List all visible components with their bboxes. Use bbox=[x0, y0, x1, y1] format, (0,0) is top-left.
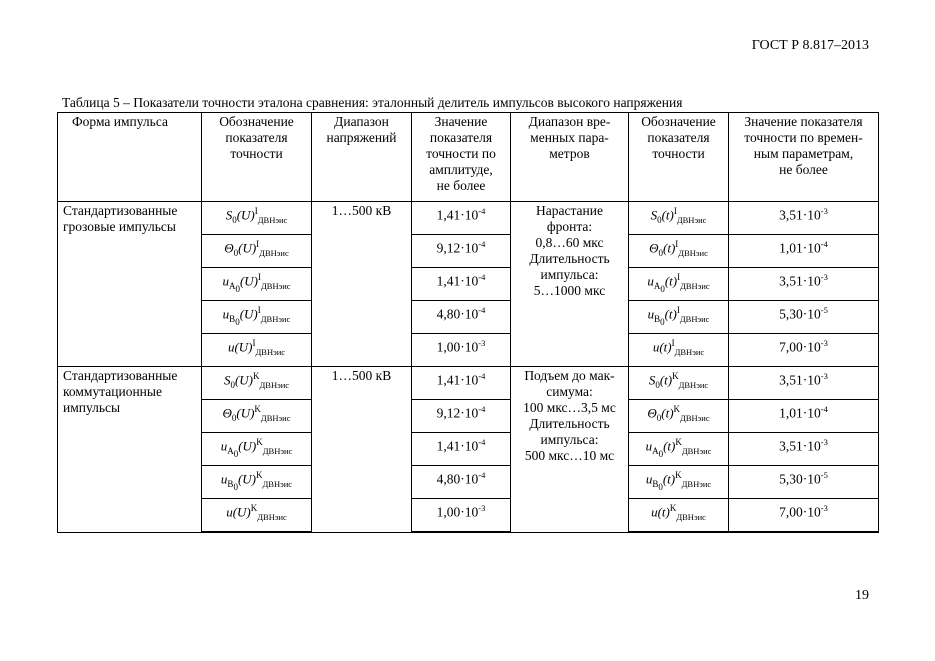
indicator-value: $1,01\cdot 10^{-4}$ bbox=[729, 400, 879, 433]
indicator-symbol: $u(t)^K_{ДВНэис}$ bbox=[629, 499, 729, 533]
indicator-symbol: $S_0(U)^I_{ДВНэис}$ bbox=[202, 202, 312, 235]
column-header: Обозначение показателя точности bbox=[202, 113, 312, 202]
table-header-row bbox=[58, 113, 879, 202]
indicator-symbol: $\Theta_0(t)^I_{ДВНэис}$ bbox=[629, 235, 729, 268]
indicator-value: $5,30\cdot 10^{-5}$ bbox=[729, 301, 879, 334]
indicator-value: $3,51\cdot 10^{-3}$ bbox=[729, 367, 879, 400]
indicator-value: $1,00\cdot 10^{-3}$ bbox=[412, 499, 511, 533]
indicator-value: $1,41\cdot 10^{-4}$ bbox=[412, 433, 511, 466]
column-header: Обозначение показателя точности bbox=[629, 113, 729, 202]
time-range: Подъем до мак- симума: 100 мкс…3,5 мс Длительность импульса: 500 мкс…10 мс bbox=[511, 367, 629, 533]
column-header: Диапазон вре- менных пара- метров bbox=[511, 113, 629, 202]
voltage-range: 1…500 кВ bbox=[312, 202, 412, 367]
indicator-value: $3,51\cdot 10^{-3}$ bbox=[729, 268, 879, 301]
indicator-value: $1,01\cdot 10^{-4}$ bbox=[729, 235, 879, 268]
indicator-value: $7,00\cdot 10^{-3}$ bbox=[729, 499, 879, 533]
indicator-value: $5,30\cdot 10^{-5}$ bbox=[729, 466, 879, 499]
voltage-range: 1…500 кВ bbox=[312, 367, 412, 533]
indicator-value: $9,12\cdot 10^{-4}$ bbox=[412, 235, 511, 268]
table-row bbox=[58, 367, 879, 400]
time-range: Нарастание фронта: 0,8…60 мкс Длительность импульса: 5…1000 мкс bbox=[511, 202, 629, 367]
indicator-value: $1,41\cdot 10^{-4}$ bbox=[412, 367, 511, 400]
indicator-symbol: $S_0(t)^K_{ДВНэис}$ bbox=[629, 367, 729, 400]
table-row bbox=[58, 202, 879, 235]
indicator-value: $3,51\cdot 10^{-3}$ bbox=[729, 433, 879, 466]
column-header: Значение показателя точности по амплитуде, не более bbox=[412, 113, 511, 202]
column-header: Форма импульса bbox=[58, 113, 202, 202]
indicator-value: $4,80\cdot 10^{-4}$ bbox=[412, 466, 511, 499]
indicator-value: $9,12\cdot 10^{-4}$ bbox=[412, 400, 511, 433]
indicator-symbol: $u_{A_0}(U)^I_{ДВНэис}$ bbox=[202, 268, 312, 301]
indicator-symbol: $u_{B_0}(U)^I_{ДВНэис}$ bbox=[202, 301, 312, 334]
indicator-symbol: $u(t)^I_{ДВНэис}$ bbox=[629, 334, 729, 367]
indicator-symbol: $\Theta_0(t)^K_{ДВНэис}$ bbox=[629, 400, 729, 433]
column-header: Диапазон напряжений bbox=[312, 113, 412, 202]
indicator-symbol: $\Theta_0(U)^K_{ДВНэис}$ bbox=[202, 400, 312, 433]
indicator-symbol: $u(U)^K_{ДВНэис}$ bbox=[202, 499, 312, 533]
indicator-symbol: $u_{A_0}(t)^I_{ДВНэис}$ bbox=[629, 268, 729, 301]
indicator-symbol: $u_{A_0}(t)^K_{ДВНэис}$ bbox=[629, 433, 729, 466]
indicator-symbol: $u_{B_0}(t)^K_{ДВНэис}$ bbox=[629, 466, 729, 499]
page-number: 19 bbox=[855, 588, 869, 603]
indicator-value: $7,00\cdot 10^{-3}$ bbox=[729, 334, 879, 367]
indicator-value: $3,51\cdot 10^{-3}$ bbox=[729, 202, 879, 235]
column-header: Значение показателя точности по времен- ным параметрам, не более bbox=[729, 113, 879, 202]
indicator-value: $1,41\cdot 10^{-4}$ bbox=[412, 268, 511, 301]
table-caption: Таблица 5 – Показатели точности эталона сравнения: эталонный делитель импульсов высокого напряжения bbox=[62, 95, 683, 110]
indicator-value: $4,80\cdot 10^{-4}$ bbox=[412, 301, 511, 334]
indicator-value: $1,00\cdot 10^{-3}$ bbox=[412, 334, 511, 367]
indicator-symbol: $u_{A_0}(U)^K_{ДВНэис}$ bbox=[202, 433, 312, 466]
indicator-symbol: $\Theta_0(U)^I_{ДВНэис}$ bbox=[202, 235, 312, 268]
indicator-symbol: $S_0(t)^I_{ДВНэис}$ bbox=[629, 202, 729, 235]
accuracy-table bbox=[57, 112, 879, 533]
indicator-symbol: $u(U)^I_{ДВНэис}$ bbox=[202, 334, 312, 367]
pulse-form: Стандартизованные грозовые импульсы bbox=[58, 202, 202, 367]
indicator-symbol: $S_0(U)^K_{ДВНэис}$ bbox=[202, 367, 312, 400]
document-header: ГОСТ Р 8.817–2013 bbox=[751, 38, 869, 53]
indicator-symbol: $u_{B_0}(t)^I_{ДВНэис}$ bbox=[629, 301, 729, 334]
pulse-form: Стандартизованные коммутационные импульсы bbox=[58, 367, 202, 533]
indicator-symbol: $u_{B_0}(U)^K_{ДВНэис}$ bbox=[202, 466, 312, 499]
indicator-value: $1,41\cdot 10^{-4}$ bbox=[412, 202, 511, 235]
